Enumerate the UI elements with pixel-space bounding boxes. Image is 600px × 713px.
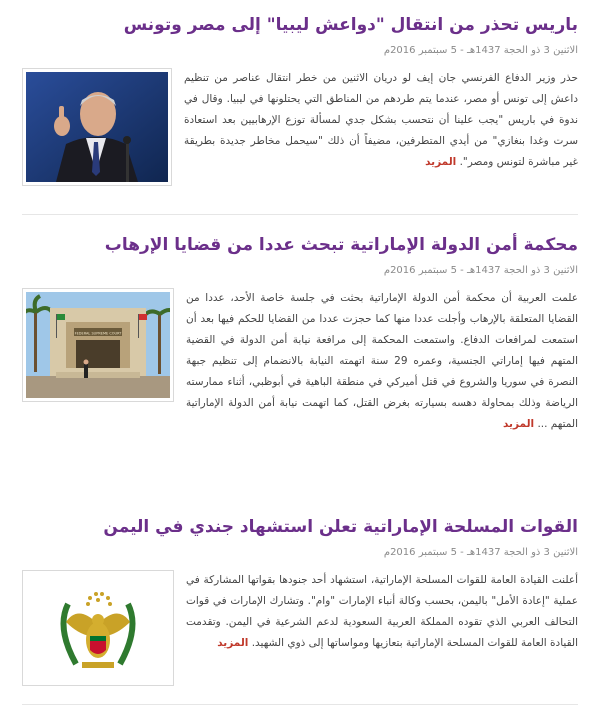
article-body	[22, 288, 578, 458]
article-date: الاثنين 3 ذو الحجة 1437هـ - 5 سبتمبر 2016م	[383, 45, 578, 56]
armed-forces-emblem	[26, 574, 170, 682]
article-item	[22, 12, 578, 188]
article-body	[22, 68, 578, 188]
court-sign-text: FEDERAL SUPREME COURT	[74, 331, 122, 336]
read-more-link[interactable]: المزيد	[425, 156, 457, 168]
divider	[22, 704, 578, 705]
article-thumbnail[interactable]	[22, 570, 174, 686]
article-title[interactable]: محكمة أمن الدولة الإماراتية تبحث عددا من قضايا الإرهاب	[104, 235, 578, 255]
article-excerpt	[186, 570, 578, 654]
article-body	[22, 570, 578, 700]
article-title[interactable]: باريس تحذر من انتقال "دواعش ليبيا" إلى مصر وتونس	[123, 15, 578, 35]
read-more-link[interactable]: المزيد	[502, 418, 535, 430]
read-more-link[interactable]: المزيد	[217, 637, 249, 649]
excerpt-text: أعلنت القيادة العامة للقوات المسلحة الإماراتية، استشهاد أحد جنودها بقواتها المشاركة في عملية "إعادة الأمل" باليمن، بحسب وكالة أنباء الإمارات "وام". وتشارك الإمارات في قوات التحالف العربي الذي تقوده المملكة العربية السعودية لدعم الشرعية في اليمن. وتقدمت القيادة العامة للقوات المسلحة الإماراتية بتعازيها ومواساتها إلى ذوي الشهيد.	[186, 574, 578, 649]
divider	[22, 214, 578, 215]
minister-photo	[26, 72, 168, 182]
article-date: الاثنين 3 ذو الحجة 1437هـ - 5 سبتمبر 2016م	[383, 265, 578, 276]
article-excerpt	[186, 288, 578, 435]
article-excerpt	[184, 68, 578, 173]
article-thumbnail[interactable]	[22, 68, 172, 186]
court-building-photo	[26, 292, 170, 398]
article-title[interactable]: القوات المسلحة الإماراتية تعلن استشهاد جندي في اليمن	[103, 517, 578, 537]
article-date: الاثنين 3 ذو الحجة 1437هـ - 5 سبتمبر 2016م	[383, 547, 578, 558]
article-item	[22, 514, 578, 700]
article-thumbnail[interactable]	[22, 288, 174, 402]
divider	[22, 458, 578, 459]
excerpt-text: علمت العربية أن محكمة أمن الدولة الإماراتية بحثت في جلسة خاصة الأحد، عددا من القضايا المتعلقة بالإرهاب وأجلت عددا منها كما حجزت عددا من القضايا للحكم فيها بعد أن استمعت لمرافعات الدفاع. واستمعت المحكمة إلى مرافعة نيابة أمن الدولة في القضية المتهم فيها إماراتي الجنسية، وعمره 29 سنة اتهمته النيابة بالانضمام إلى تنظيم جبهة النصرة في سوريا والشروع في قتل أميركي في منطقة الباهية في أبوظبي، أثناء ممارسته الرياضة وذلك بمحاولة دهسه بسيارته بغرض القتل، كما اتهمت نيابة أمن الدولة الإماراتية المتهم ...	[186, 292, 578, 430]
article-item	[22, 232, 578, 458]
excerpt-text: حذر وزير الدفاع الفرنسي جان إيف لو دريان الاثنين من خطر انتقال عناصر من تنظيم داعش إلى تونس أو مصر، عندما يتم طردهم من المناطق التي يحتلونها في ليبيا. وقال في ندوة في باريس "يجب علينا أن نتحسب بشكل جدي لمسألة توزع الإرهابيين بعد استعادة سرت وغدا بنغازي" من أيدي المتطرفين، مضيفاً أن ذلك "سيحمل مخاطر جديدة بطريقة غير مباشرة لتونس ومصر".	[184, 72, 578, 168]
